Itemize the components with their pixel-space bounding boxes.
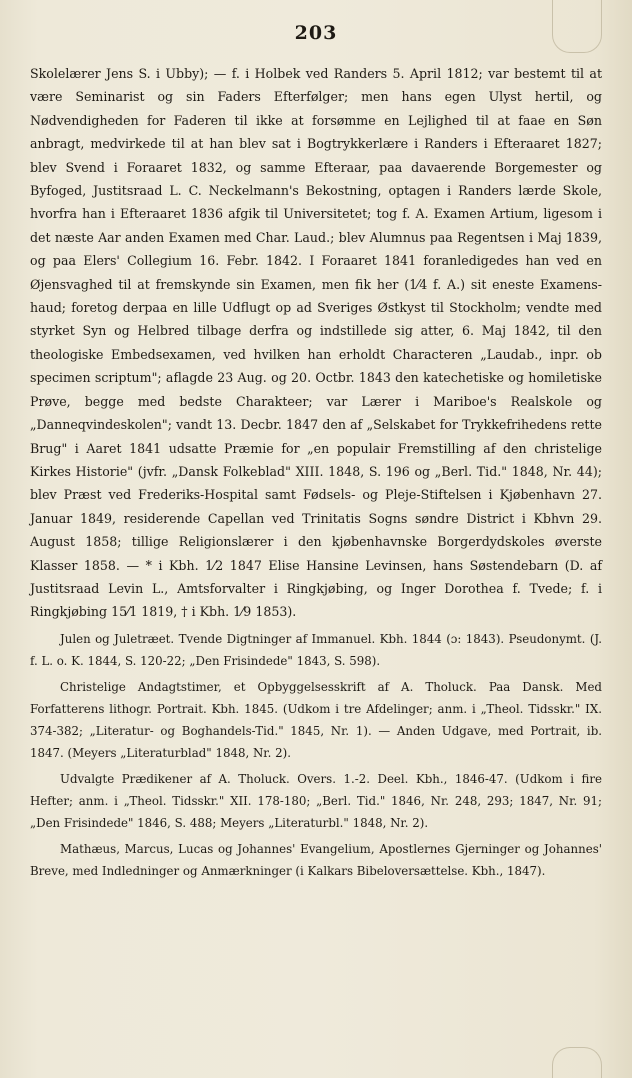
bibliography-entry: Julen og Juletræet. Tvende Digtninger af Immanuel. Kbh. 1844 (ɔ: 1843). Pseudonymt. (J. f. L. o. K. 1844, S. 120-22; „Den Frisindede" 1843, S. 598). [30, 631, 602, 668]
bibliography-entry: Udvalgte Prædikener af A. Tholuck. Overs. 1.-2. Deel. Kbh., 1846-47. (Udkom i fire Hefter; anm. i „Theol. Tidsskr." XII. 178-180; „Berl. Tid." 1846, Nr. 248, 293; 1847, Nr. 91; „Den Frisindede" 1846, S. 488; Meyers „Literaturbl." 1848, Nr. 2). [30, 771, 602, 830]
page-number: 203 [294, 22, 338, 44]
page-edge-mark-bottom [552, 1047, 602, 1078]
bibliography-entry: Mathæus, Marcus, Lucas og Johannes' Evangelium, Apostlernes Gjerninger og Johannes' Breve, med Indledninger og Anmærkninger (i Kalkars Bibeloversættelse. Kbh., 1847). [30, 841, 602, 878]
page-text [30, 62, 602, 882]
biography-paragraph: Skolelærer Jens S. i Ubby); — f. i Holbek ved Randers 5. April 1812; var bestemt til at være Seminarist og sin Faders Efterfølger; men hans egen Ulyst hertil, og Nødvendigheden for Faderen til ikke at forsømme en Lejlighed til at faae en Søn anbragt, medvirkede til at han blev sat i Bogtrykkerlære i Randers i Efteraaret 1827; blev Svend i Foraaret 1832, og samme Efteraar, paa davaerende Borgemester og Byfoged, Justitsraad L. C. Neckelmann's Bekostning, optagen i Randers lærde Skole, hvorfra han i Efteraaret 1836 afgik til Universitetet; tog f. A. Examen Artium, ligesom i det næste Aar anden Examen med Char. Laud.; blev Alumnus paa Regentsen i Maj 1839, og paa Elers' Collegium 16. Febr. 1842. I Foraaret 1841 foranledigedes han ved en Øjensvaghed til at fremskynde sin Examen, men fik her (1⁄4 f. A.) sit eneste Examens-haud; foretog derpaa en lille Udflugt op ad Sveriges Østkyst til Stockholm; vendte med styrket Syn og Helbred tilbage derfra og indstillede sig atter, 6. Maj 1842, til den theologiske Embedsexamen, ved hvilken han erholdt Characteren „Laudab., inpr. ob specimen scriptum"; aflagde 23 Aug. og 20. Octbr. 1843 den katechetiske og homiletiske Prøve, begge med bedste Charakteer; var Lærer i Mariboe's Realskole og „Danneqvindeskolen"; vandt 13. Decbr. 1847 den af „Selskabet for Trykkefrihedens rette Brug" i Aaret 1841 udsatte Præmie for „en populair Fremstilling af den christelige Kirkes Historie" (jvfr. „Dansk Folkeblad" XIII. 1848, S. 196 og „Berl. Tid." 1848, Nr. 44); blev Præst ved Frederiks-Hospital samt Fødsels- og Pleje-Stiftelsen i Kjøbenhavn 27. Januar 1849, residerende Capellan ved Trinitatis Sogns søndre District i Kbhvn 29. August 1858; tillige Religionslærer i den kjøbenhavnske Borgerdydskoles øverste Klasser 1858. — * i Kbh. 1⁄2 1847 Elise Hansine Levinsen, hans Søstendebarn (D. af Justitsraad Levin L., Amtsforvalter i Ringkjøbing, og Inger Dorothea f. Tvede; f. i Ringkjøbing 15⁄1 1819, † i Kbh. 1⁄9 1853). [30, 66, 602, 620]
bibliography-entry: Christelige Andagtstimer, et Opbyggelsesskrift af A. Tholuck. Paa Dansk. Med Forfatterens lithogr. Portrait. Kbh. 1845. (Udkom i tre Afdelinger; anm. i „Theol. Tidsskr." IX. 374-382; „Literatur- og Boghandels-Tid." 1845, Nr. 1). — Anden Udgave, med Portrait, ib. 1847. (Meyers „Literaturblad" 1848, Nr. 2). [30, 679, 602, 760]
